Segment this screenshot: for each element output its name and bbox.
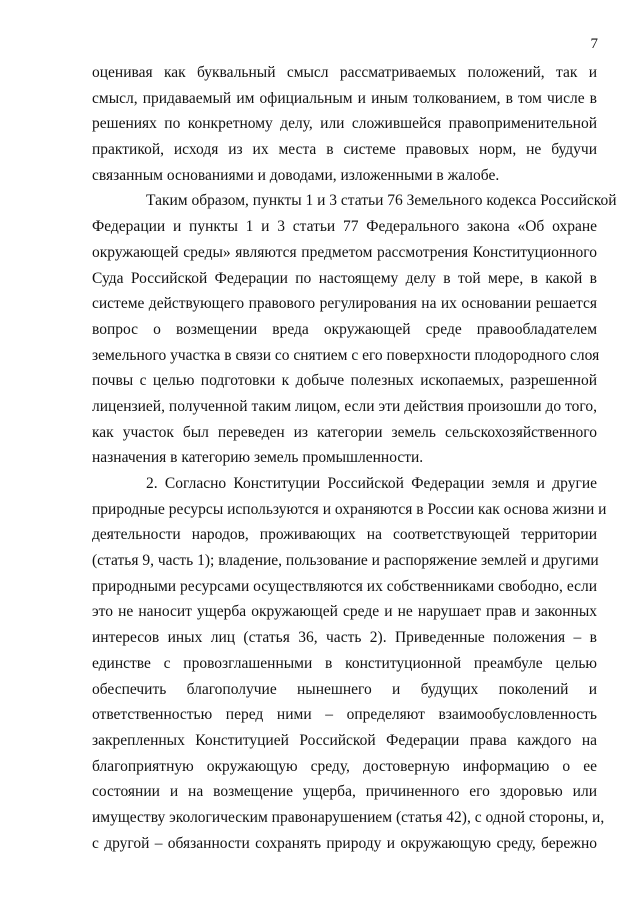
text-line: системе действующего правового регулирования на их основании решается — [92, 295, 597, 313]
text-line: Суда Российской Федерации по настоящему делу в той мере, в какой в — [92, 269, 597, 287]
text-line: природные ресурсы используются и охраняются в России как основа жизни и — [92, 500, 607, 518]
text-line: 2. Согласно Конституции Российской Федерации земля и другие — [146, 475, 597, 492]
text-line: Таким образом, пункты 1 и 3 статьи 76 Земельного кодекса Российской — [146, 192, 617, 210]
text-line: почвы с целью подготовки к добыче полезных ископаемых, разрешенной — [92, 372, 597, 390]
text-line: связанным основаниями и доводами, изложенными в жалобе. — [92, 166, 500, 184]
text-line: решениях по конкретному делу, или сложившейся правоприменительной — [92, 115, 597, 133]
text-line: интересов иных лиц (статья 36, часть 2). Приведенные положения – в — [92, 629, 597, 647]
text-line: единстве с провозглашенными в конституционной преамбуле целью — [92, 654, 597, 672]
text-line: окружающей среды» являются предметом рассмотрения Конституционного — [92, 243, 597, 261]
text-line: это не наносит ущерба окружающей среде и не нарушает прав и законных — [92, 603, 597, 621]
text-line: практикой, исходя из их места в системе правовых норм, не будучи — [92, 141, 597, 159]
text-line: как участок был переведен из категории земель сельскохозяйственного — [92, 423, 597, 441]
paragraph-3 — [92, 471, 607, 856]
text-line: состоянии и на возмещение ущерба, причиненного его здоровью или — [92, 783, 597, 801]
paragraph-2 — [92, 188, 617, 471]
text-line: природными ресурсами осуществляются их собственниками свободно, если — [92, 577, 597, 595]
text-line: ответственностью перед ними – определяют взаимообусловленность — [92, 706, 597, 724]
text-line: назначения в категорию земель промышленности. — [92, 449, 424, 467]
document-body — [92, 60, 617, 856]
text-line: деятельности народов, проживающих на соответствующей территории — [92, 526, 597, 544]
text-line: вопрос о возмещении вреда окружающей среде правообладателем — [92, 320, 597, 338]
text-line: закрепленных Конституцией Российской Федерации права каждого на — [92, 731, 597, 749]
text-line: смысл, придаваемый им официальным и иным толкованием, в том числе в — [92, 89, 597, 107]
text-line: оценивая как буквальный смысл рассматриваемых положений, так и — [92, 64, 597, 81]
text-line: земельного участка в связи со снятием с его поверхности плодородного слоя — [92, 346, 600, 364]
text-line: имуществу экологическим правонарушением (статья 42), с одной стороны, и, — [92, 808, 605, 826]
text-line: благоприятную окружающую среду, достоверную информацию о ее — [92, 757, 597, 775]
text-line: с другой – обязанности сохранять природу и окружающую среду, бережно — [92, 834, 597, 852]
paragraph-1 — [92, 60, 597, 188]
text-line: лицензией, полученной таким лицом, если эти действия произошли до того, — [92, 397, 597, 415]
text-line: (статья 9, часть 1); владение, пользование и распоряжение землей и другими — [92, 552, 599, 570]
text-line: обеспечить благополучие нынешнего и будущих поколений и — [92, 680, 597, 698]
page-number: 7 — [590, 36, 598, 52]
text-line: Федерации и пункты 1 и 3 статьи 77 Федерального закона «Об охране — [92, 218, 597, 236]
